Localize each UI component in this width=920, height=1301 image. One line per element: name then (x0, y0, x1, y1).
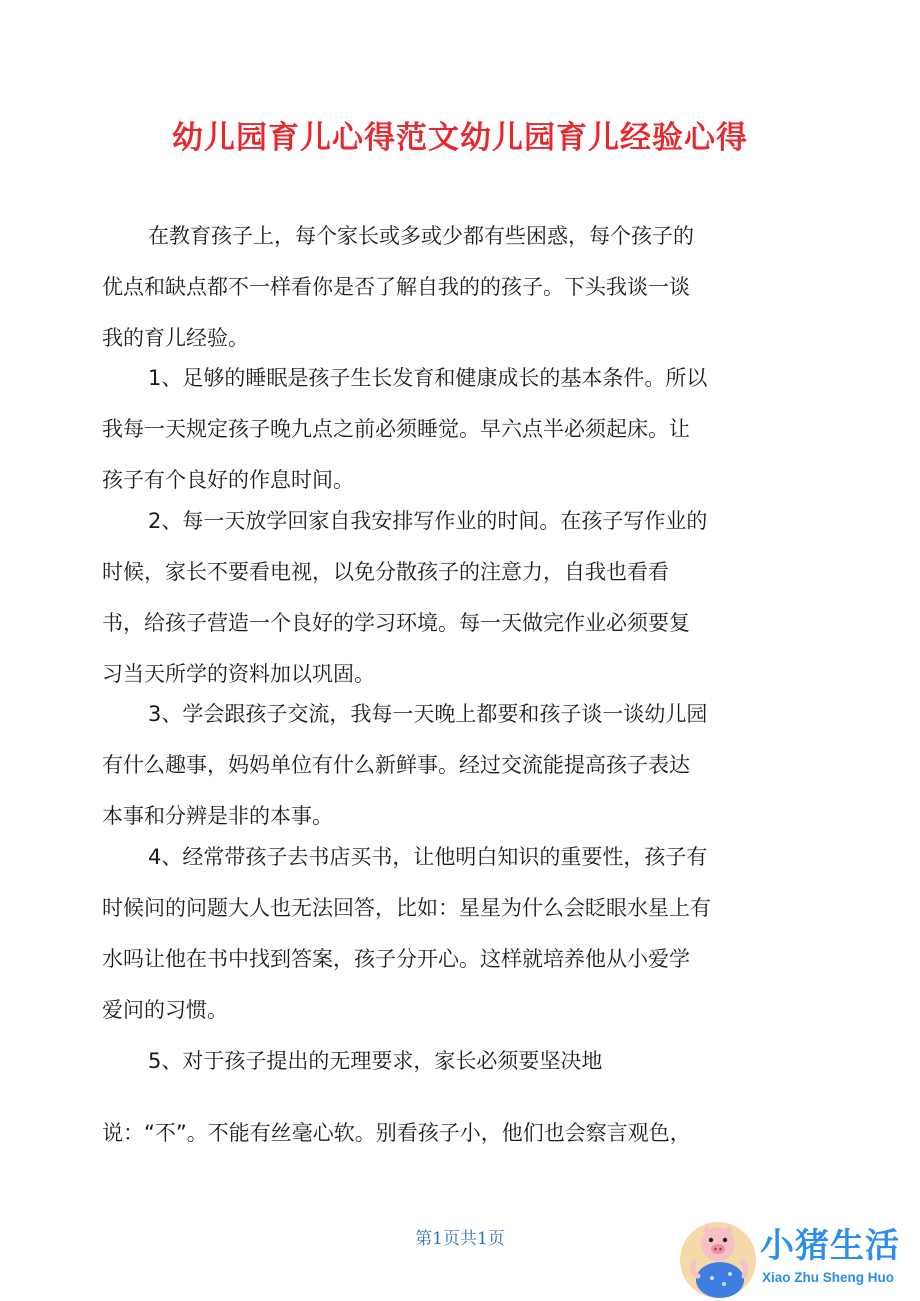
paragraph-intro (102, 211, 802, 364)
text-line: 有什么趣事，妈妈单位有什么新鲜事。经过交流能提高孩子表达 (102, 753, 690, 777)
text-line: 孩子有个良好的作息时间。 (102, 468, 354, 492)
text-line: 书，给孩子营造一个良好的学习环境。每一天做完作业必须要复 (102, 611, 690, 635)
paragraph-point-2 (102, 496, 802, 700)
pig-mascot-icon (678, 1214, 758, 1301)
watermark-name: 小猪生活 (760, 1226, 900, 1266)
text-line: 时候，家长不要看电视，以免分散孩子的注意力，自我也看看 (102, 560, 669, 584)
page-title: 幼儿园育儿心得范文幼儿园育儿经验心得 (172, 120, 748, 156)
page-number: 第1页共1页 (415, 1229, 505, 1249)
text-line: 本事和分辨是非的本事。 (102, 804, 333, 828)
text-line: 1、足够的睡眠是孩子生长发育和健康成长的基本条件。所以 (148, 366, 708, 390)
text-line: 我每一天规定孩子晚九点之前必须睡觉。早六点半必须起床。让 (102, 417, 690, 441)
watermark-subtitle: Xiao Zhu Sheng Huo (762, 1270, 894, 1285)
text-line: 4、经常带孩子去书店买书，让他明白知识的重要性，孩子有 (148, 845, 708, 869)
text-line: 在教育孩子上，每个家长或多或少都有些困惑，每个孩子的 (148, 224, 694, 248)
text-line: 优点和缺点都不一样看你是否了解自我的的孩子。下头我谈一谈 (102, 275, 690, 299)
paragraph-point-5 (102, 1036, 802, 1087)
text-line: 我的育儿经验。 (102, 326, 249, 350)
text-line: 时候问的问题大人也无法回答，比如：星星为什么会眨眼水星上有 (102, 896, 711, 920)
paragraph-point-3 (102, 689, 802, 842)
paragraph-continuation (102, 1108, 802, 1159)
text-line: 习当天所学的资料加以巩固。 (102, 662, 375, 686)
paragraph-point-4 (102, 832, 802, 1036)
text-line: 3、学会跟孩子交流，我每一天晚上都要和孩子谈一谈幼儿园 (148, 702, 708, 726)
text-line: 5、对于孩子提出的无理要求，家长必须要坚决地 (148, 1049, 603, 1073)
text-line: 水吗让他在书中找到答案，孩子分开心。这样就培养他从小爱学 (102, 947, 690, 971)
watermark-logo (678, 1212, 920, 1301)
text-line: 说：“不”。不能有丝毫心软。别看孩子小，他们也会察言观色， (102, 1121, 691, 1145)
text-line: 爱问的习惯。 (102, 998, 228, 1022)
text-line: 2、每一天放学回家自我安排写作业的时间。在孩子写作业的 (148, 509, 708, 533)
paragraph-point-1 (102, 353, 802, 506)
